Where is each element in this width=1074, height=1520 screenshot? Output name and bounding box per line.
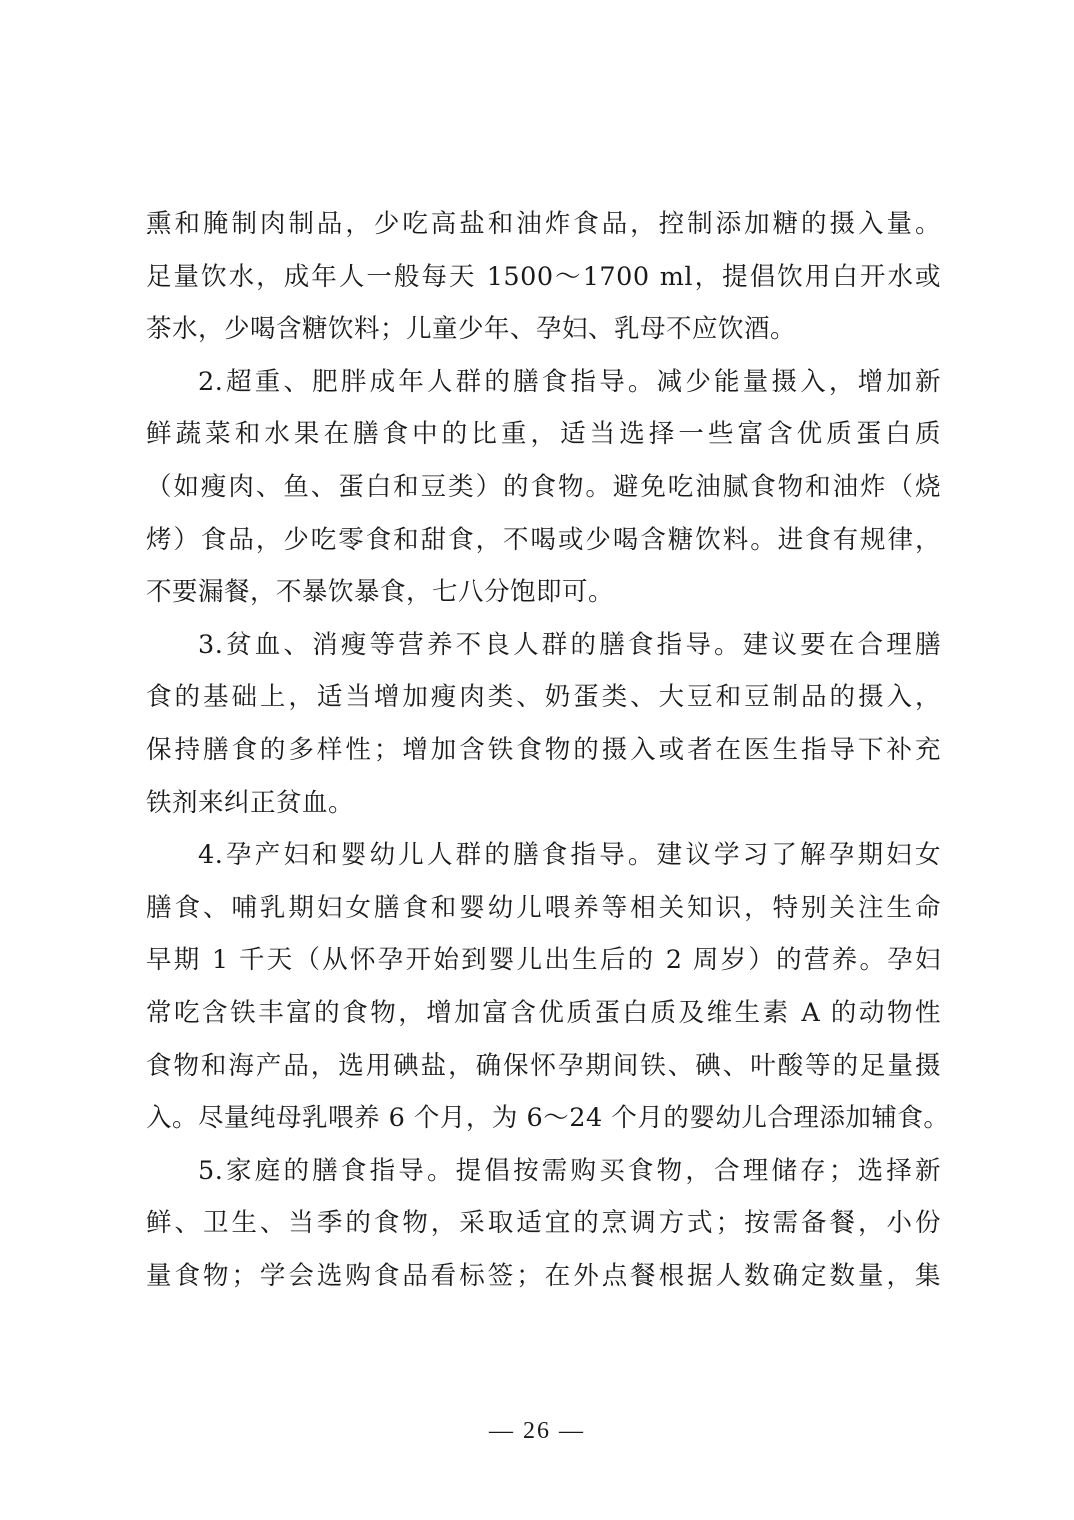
text-line: 5.家庭的膳食指导。提倡按需购买食物，合理储存；选择新 — [198, 1155, 941, 1186]
text-line: 2.超重、肥胖成年人群的膳食指导。减少能量摄入，增加新 — [198, 366, 941, 397]
text-line: 保持膳食的多样性；增加含铁食物的摄入或者在医生指导下补充 — [146, 734, 941, 765]
text-line: 常吃含铁丰富的食物，增加富含优质蛋白质及维生素 A 的动物性 — [146, 997, 941, 1028]
text-line: 足量饮水，成年人一般每天 1500～1700 ml，提倡饮用白开水或 — [146, 261, 941, 292]
text-line: 鲜蔬菜和水果在膳食中的比重，适当选择一些富含优质蛋白质 — [146, 419, 941, 450]
text-line: 熏和腌制肉制品，少吃高盐和油炸食品，控制添加糖的摄入量。 — [146, 209, 941, 239]
text-line: 鲜、卫生、当季的食物，采取适宜的烹调方式；按需备餐，小份 — [146, 1208, 941, 1239]
text-line: 3.贫血、消瘦等营养不良人群的膳食指导。建议要在合理膳 — [198, 629, 941, 660]
page-number: — 26 — — [489, 1418, 585, 1444]
text-line: 茶水，少喝含糖饮料；儿童少年、孕妇、乳母不应饮酒。 — [146, 314, 797, 345]
text-line: 早期 1 千天（从怀孕开始到婴儿出生后的 2 周岁）的营养。孕妇 — [146, 945, 941, 976]
body-text — [146, 198, 950, 1302]
text-line: 量食物；学会选购食品看标签；在外点餐根据人数确定数量，集 — [146, 1260, 941, 1291]
text-line: 不要漏餐，不暴饮暴食，七八分饱即可。 — [146, 577, 615, 608]
text-line: 烤）食品，少吃零食和甜食，不喝或少喝含糖饮料。进食有规律， — [146, 524, 941, 555]
text-line: 4.孕产妇和婴幼儿人群的膳食指导。建议学习了解孕期妇女 — [198, 840, 941, 871]
text-line: 铁剂来纠正贫血。 — [146, 787, 355, 818]
text-line: （如瘦肉、鱼、蛋白和豆类）的食物。避免吃油腻食物和油炸（烧 — [146, 471, 941, 502]
text-line: 食的基础上，适当增加瘦肉类、奶蛋类、大豆和豆制品的摄入， — [146, 682, 941, 713]
text-line: 膳食、哺乳期妇女膳食和婴幼儿喂养等相关知识，特别关注生命 — [146, 892, 941, 923]
text-line: 入。尽量纯母乳喂养 6 个月，为 6～24 个月的婴幼儿合理添加辅食。 — [146, 1103, 950, 1134]
text-line: 食物和海产品，选用碘盐，确保怀孕期间铁、碘、叶酸等的足量摄 — [146, 1050, 941, 1081]
